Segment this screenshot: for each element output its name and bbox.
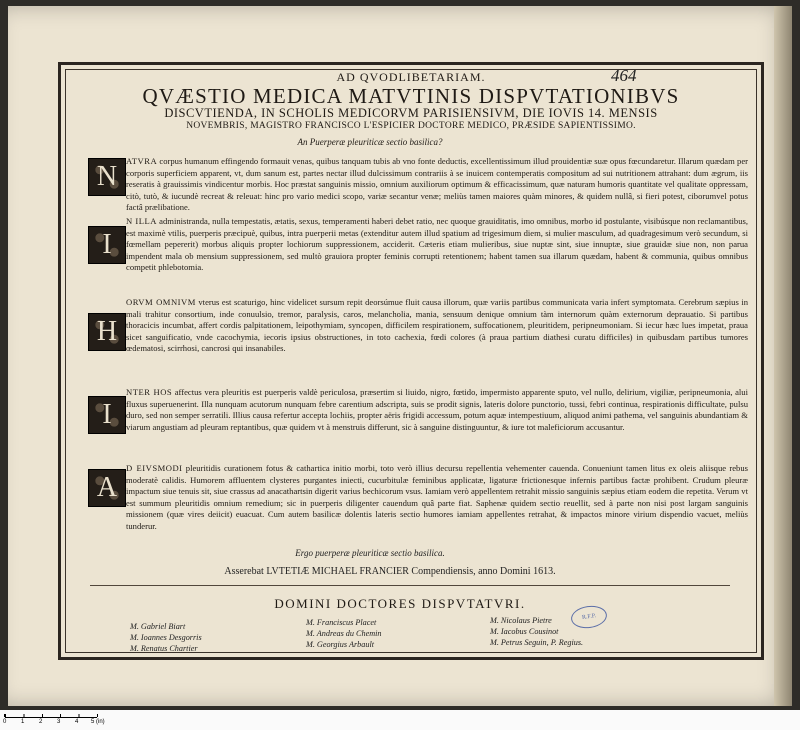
paragraph-4 (88, 387, 748, 433)
doctor-name: M. Renatus Chartier (130, 644, 198, 653)
doctor-name: M. Gabriel Biart (130, 622, 186, 631)
dropcap-initial: H (88, 313, 126, 351)
subtitle-line-1: DISCVTIENDA, IN SCHOLIS MEDICORVM PARISIENSIVM, DIE IOVIS 14. MENSIS (164, 106, 658, 120)
question-line: An Puerperæ pleuriticæ sectio basilica? (297, 137, 443, 147)
subtitle-line-2: NOVEMBRIS, MAGISTRO FRANCISCO L'ESPICIER DOCTORE MEDICO, PRÆSIDE SAPIENTISSIMO. (186, 121, 636, 131)
paragraph-lead: ATVRA (126, 156, 158, 166)
scale-tick-label: 3 (57, 719, 61, 725)
paragraph-text: affectus vera pleuritis est puerperis valdè periculosa, præsertim si liuido, nigro, fœtido, impermisto apparente sputo, vel nullo, delirium, vigiliæ, peripneumonia, alui fluxus superuenerint. Illa nunquam acutorum nunquam febre carentium adscripta, suis se prodit signis, lateris dolore punctorio, tussi, febri continua, respirationis difficultate, pulsu duro, sed non semper serratili. Illius causa refertur accepta lochiis, propter aëris frigidi accessum, potum aquæ intempestiuum, aliquod animi pathema, vel sanguinis abundantiam & viarum angustiam ad pleuram reptantibus, quæ quidem vt à menstruis differunt, sic à sanguine distinguuntur, & iure tot maleficiorum accusantur. (126, 387, 748, 432)
paragraph-lead: ORVM OMNIVM (126, 297, 196, 307)
paragraph-5 (88, 463, 748, 532)
dropcap-initial: A (88, 469, 126, 507)
running-title: AD QVODLIBETARIAM. (336, 70, 486, 84)
paragraph-text: corpus humanum effingendo formauit venas, quibus tanquam tubis ab vno fonte deductis, excellentissimum illud prouidentiæ suæ opus fœcundaretur. Illarum quædam per corporis superficiem apparent, vt, dum sanum est, partes nectar illud dulcissimum contrariis à se inuicem contemperatis compositum ad sui nutritionem attrahant: dum ægrum, iis reseratis à grauissimis vindicentur morbis. Hoc præstat sanguinis missio, omnium auxiliorum optimum & efficacissimum, quæ naturam humoris quantitate vel qualitate oppressam, citò, tutò, & iucundè recreat & releuat: hinc pro vario medici scopo, variæ secantur venæ; meliùs tamen maiores quàm minores, & quidem nullâ, si fieri potest, ciborumvel potus factâ prælibatione. (126, 156, 748, 212)
paragraph-3 (88, 297, 748, 355)
dropcap-initial: I (88, 226, 126, 264)
paragraph-text: vterus est scaturigo, hinc videlicet sursum repit deorsúmue fluit causa illorum, quæ variis partibus communicata varia infert symptomata. Cerebrum sæpius in mali trahitur consortium, inde conuulsio, tremor, paralysis, caros, melancholia, mania, sensuum denique omnium tàm internorum quàm externorum deprauatio. Si partibus thoracicis incumbat, affert cordis palpitationem, leipothymiam, syncopen, difficilem respirationem, suffocationem, pleuritidem, peripneumoniam. Si iecur hæc lues impetat, praua sicet sanguificatio, vnde cacochymia, iecoris ipsius obstructiones, in toto cachexia, fœdi colores (à praua partium diathesi curatu difficiles) in quibusdam partibus tumores œdematosi, scirrhosi, cancrosi qui insanabiles. (126, 297, 749, 353)
paragraph-lead: D EIVSMODI (126, 463, 183, 473)
doctor-name: M. Ioannes Desgorris (130, 633, 202, 642)
dropcap-initial: N (88, 158, 126, 196)
dropcap-initial: I (88, 396, 126, 434)
paragraph-2 (88, 216, 748, 274)
doctor-name: M. Franciscus Placet (306, 618, 377, 627)
scale-tick-label: 0 (3, 719, 7, 725)
doctor-name: M. Iacobus Cousinot (490, 627, 559, 636)
paragraph-text: administranda, nulla tempestatis, ætatis, sexus, temperamenti haberi debet ratio, nec quoque grauiditatis, imo omnibus, morbo id postulante, visibúsque non reclamantibus, est maximè vtilis, puerperis præcipuè, quibus, intra puerperii metas (extenditur autem illud spatium ad trigesimum diem, si mulier masculum, ad quadragesimum verò secundum, si fœmellam pepererit) morbus aliquis propter lochiorum suppressionem, acciderit. Cæteris etiam mulieribus, siue nuptæ sint, siue innuptæ, siue grauidæ siue non, non parua impendent mala ob mensium suppressionem, sed multò grauiora propter feminis corrupti retentionem; habent tamen sua illarum quædam, habent & communia, quibus omnibus competit phlebotomia. (126, 216, 748, 272)
scale-tick-label: 5 (in) (91, 719, 105, 725)
scale-tick-label: 1 (21, 719, 25, 725)
conclusion-line: Ergo puerperæ pleuriticæ sectio basilica. (295, 548, 445, 558)
scale-tick-label: 4 (75, 719, 79, 725)
doctor-name: M. Andreas du Chemin (306, 629, 382, 638)
paragraph-1 (88, 156, 748, 214)
section-divider (90, 585, 730, 586)
paragraph-lead: NTER HOS (126, 387, 173, 397)
doctor-name: M. Petrus Seguin, P. Regius. (490, 638, 584, 647)
doctor-name: M. Georgius Arbault (306, 640, 375, 649)
scale-ruler (0, 710, 800, 730)
asserebat-line: Asserebat LVTETIÆ MICHAEL FRANCIER Compendiensis, anno Domini 1613. (224, 566, 556, 577)
scale-bar (4, 714, 98, 717)
main-title: QVÆSTIO MEDICA MATVTINIS DISPVTATIONIBVS (142, 84, 680, 108)
doctors-heading: DOMINI DOCTORES DISPVTATVRI. (274, 596, 526, 611)
doctor-name: M. Nicolaus Pietre (490, 616, 552, 625)
folio-number: 464 (611, 66, 637, 85)
scale-tick-label: 2 (39, 719, 43, 725)
paragraph-text: pleuritidis curationem fotus & cathartica initio morbi, toto verò illius decursu repellentia vehementer cauenda. Conueniunt tamen litus ex oleis aliisque rebus moderatè calidis. Humorem affluentem clysteres purgantes iniecti, cucurbitulæ feminibus applicatæ, ligaturæ frictionesque infernis partibus factæ prohibent. Crudum pleuræ impactum siue tenuis sit, siue crassus ad anacathartsin digerit varius bechicorum vsus. Iamiam verò appellentem retrahit missio sanguinis sæpius etiam eodem die repetita. Verum vt est summum pleuritidis omnium remedium; sic in puerperis diligenter cauendum quâ parte fiat. Saphenæ quidem sectio reuellit, sed à parte non nisi post largam sanguinis missionem (quæ vires deiicit) euacuat. Cum autem basilicæ dolentis lateris sectio humores iamiam appellentes retrahat, & impactos minore virium dispendio vacuet, meliùs tunderur. (126, 463, 748, 531)
paragraph-lead: N ILLA (126, 216, 157, 226)
library-stamp: R.F.P. (570, 604, 609, 631)
page-gutter (774, 6, 792, 706)
